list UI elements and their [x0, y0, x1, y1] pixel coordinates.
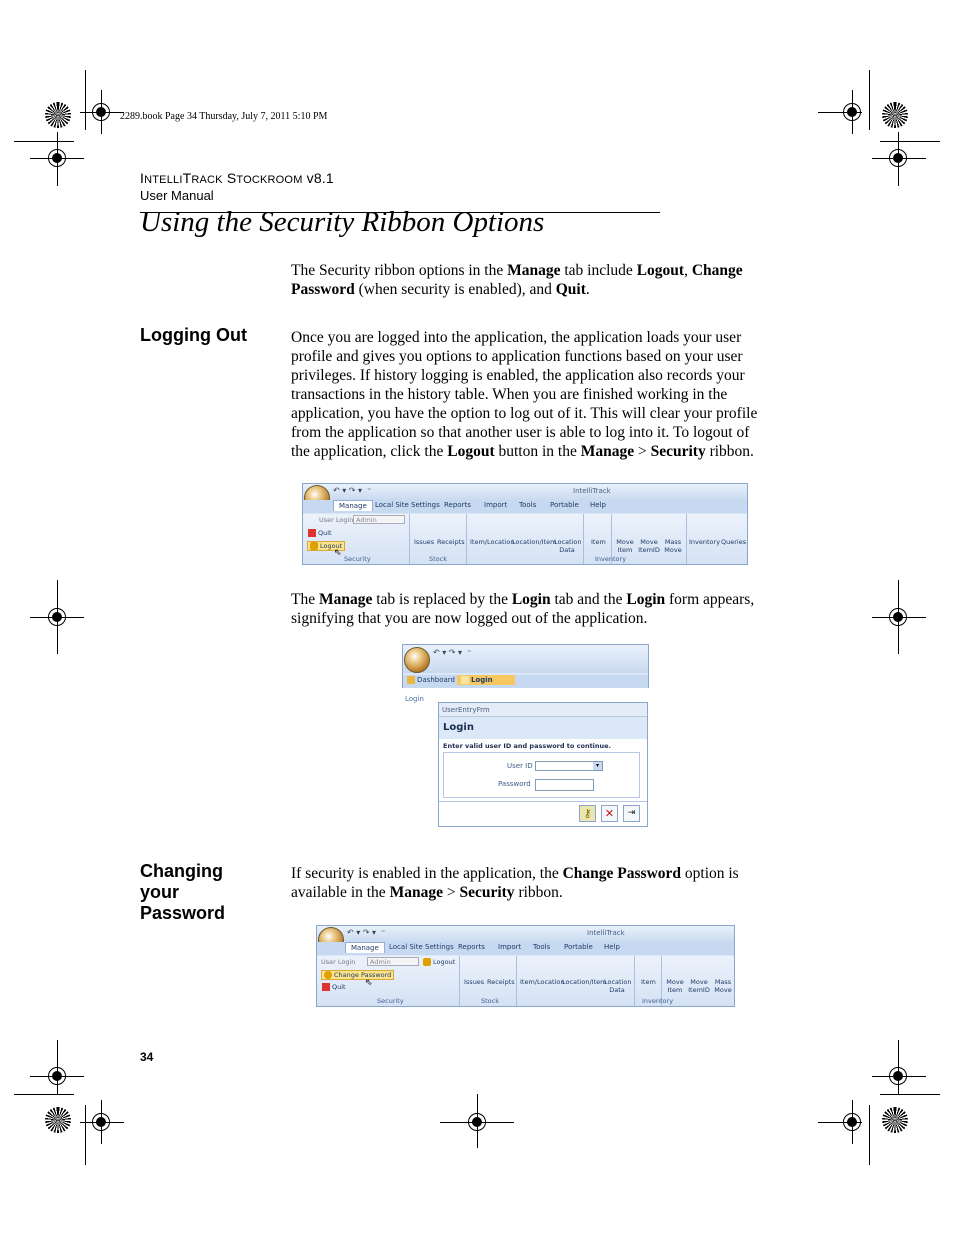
cmd-mass-move[interactable]: Mass Move [714, 978, 732, 994]
user-login-select[interactable]: Admin [367, 957, 419, 966]
dashboard-icon [407, 676, 415, 684]
section-title: Using the Security Ribbon Options [140, 206, 545, 238]
group-label-inventory: Inventory [642, 997, 674, 1005]
tab-help[interactable]: Help [604, 943, 620, 951]
cmd-item[interactable]: Item [641, 978, 656, 986]
form-title: Login [443, 722, 474, 733]
office-orb-icon[interactable] [404, 647, 430, 673]
star-target-mark [882, 1107, 908, 1133]
logging-out-paragraph: Once you are logged into the application, the application loads your user profile and gives you options to application functions based on your user privileges. If history logging is enabled, the application also records your transactions in the history table. When you are finished working in the application, you have the option to log out of it. This will clear your profile from the application so that another user is able to log into it. To logout of the application, click the Logout button in the Manage > Security ribbon. [291, 329, 758, 460]
user-login-label: User Login [319, 516, 354, 524]
login-key-button[interactable] [579, 805, 596, 822]
quit-icon [308, 529, 316, 537]
tab-login[interactable] [457, 675, 515, 685]
login-ribbon [402, 644, 649, 688]
tab-reports[interactable]: Reports [458, 943, 485, 951]
title-smallcaps: TOCKROOM [236, 174, 303, 186]
nav-login-label: Login [405, 695, 424, 703]
tab-reports[interactable]: Reports [444, 501, 471, 509]
undo-redo-icons: ↶ ▾ ↷ ▾ ⁼ [347, 928, 386, 937]
quick-access-toolbar [317, 926, 734, 942]
group-label-inventory: Inventory [595, 555, 627, 563]
user-id-select[interactable] [535, 761, 603, 771]
cmd-receipts[interactable]: Receipts [487, 978, 515, 986]
cmd-item-location[interactable]: Item/Location [470, 538, 515, 546]
password-label: Password [498, 780, 531, 788]
tab-dashboard-label: Dashboard [417, 676, 455, 684]
undo-redo-icons: ↶ ▾ ↷ ▾ ⁼ [333, 486, 372, 495]
chevron-down-icon: ▾ [593, 762, 602, 770]
running-subtitle: User Manual [140, 188, 214, 203]
change-password-label: Change Password [334, 971, 392, 979]
print-slug: 2289.book Page 34 Thursday, July 7, 2011 5:10 PM [120, 111, 328, 122]
user-login-select[interactable]: Admin [353, 515, 405, 524]
login-tab-icon [461, 676, 469, 684]
star-target-mark [45, 1107, 71, 1133]
group-label-stock: Stock [429, 555, 447, 563]
logout-result-paragraph: The Manage tab is replaced by the Login tab and the Login form appears, signifying that you are now logged out of the application. [291, 591, 755, 627]
quit-icon [322, 983, 330, 991]
ribbon-band [317, 956, 734, 1006]
cmd-issues[interactable]: Issues [464, 978, 485, 986]
undo-redo-icons: ↶ ▾ ↷ ▾ ⁼ [433, 648, 472, 657]
tab-login-label: Login [471, 676, 493, 684]
cmd-move-itemid[interactable]: Move ItemID [638, 538, 660, 554]
ribbon-band [303, 514, 747, 564]
login-form-screenshot [402, 644, 649, 828]
tab-import[interactable]: Import [484, 501, 508, 509]
tab-portable[interactable]: Portable [550, 501, 579, 509]
cmd-location-item[interactable]: Location/Item [512, 538, 557, 546]
changing-password-paragraph: If security is enabled in the application, the Change Password option is available in the Manage > Security ribbon. [291, 865, 739, 901]
cmd-queries[interactable]: Queries [721, 538, 747, 546]
tab-dashboard[interactable] [407, 676, 455, 684]
tab-import[interactable]: Import [498, 943, 522, 951]
group-label-stock: Stock [481, 997, 499, 1005]
ribbon-screenshot-logout [302, 483, 748, 565]
logging-out-heading: Logging Out [140, 325, 247, 345]
cmd-item-location[interactable]: Item/Location [520, 978, 565, 986]
star-target-mark [882, 102, 908, 128]
heading-line: Password [140, 903, 226, 923]
ribbon-tabs [317, 942, 734, 955]
key-icon: ⚷ [583, 807, 592, 820]
exit-door-icon: ⇥ [627, 808, 636, 818]
title-smallcaps: RACK [191, 174, 223, 186]
title-cap: S [222, 170, 237, 186]
close-icon: ✕ [604, 807, 615, 820]
title-version: v8.1 [302, 170, 334, 186]
lock-icon [423, 958, 431, 966]
group-label-security: Security [377, 997, 404, 1005]
lock-icon [310, 542, 318, 550]
quit-label: Quit [332, 983, 346, 991]
app-title: IntelliTrack [587, 929, 625, 937]
cmd-issues[interactable]: Issues [414, 538, 435, 546]
mouse-cursor-icon: ⇖ [365, 978, 373, 988]
tab-manage[interactable]: Manage [333, 500, 373, 511]
tab-tools[interactable]: Tools [519, 501, 537, 509]
cmd-mass-move[interactable]: Mass Move [664, 538, 682, 554]
cmd-item[interactable]: Item [591, 538, 606, 546]
tab-local-site-settings[interactable]: Local Site Settings [389, 943, 454, 951]
login-instruction: Enter valid user ID and password to continue. [443, 742, 612, 750]
quit-button[interactable] [322, 983, 346, 991]
running-title [140, 170, 334, 186]
quit-label: Quit [318, 529, 332, 537]
changing-password-heading [140, 861, 270, 924]
title-cap: T [182, 170, 192, 186]
logout-label: Logout [433, 958, 456, 966]
title-smallcaps: NTELLI [144, 174, 183, 186]
cmd-location-item[interactable]: Location/Item [562, 978, 607, 986]
tab-help[interactable]: Help [590, 501, 606, 509]
heading-line: your [140, 882, 180, 902]
tab-tools[interactable]: Tools [533, 943, 551, 951]
cmd-inventory[interactable]: Inventory [689, 538, 721, 546]
tab-portable[interactable]: Portable [564, 943, 593, 951]
key-icon [324, 971, 332, 979]
star-target-mark [45, 102, 71, 128]
quick-access-toolbar [303, 484, 747, 500]
exit-button[interactable] [623, 805, 640, 822]
quick-access-toolbar [403, 645, 648, 673]
intro-paragraph: The Security ribbon options in the Manage tab include Logout, Change Password (when security is enabled), and Quit. [291, 262, 743, 298]
change-password-button[interactable] [321, 970, 394, 980]
tab-manage[interactable]: Manage [345, 942, 385, 953]
cancel-button[interactable] [601, 805, 618, 822]
mouse-cursor-icon: ⇖ [334, 548, 342, 558]
credentials-frame [443, 752, 640, 798]
window-title: UserEntryFrm [442, 706, 490, 714]
app-title: IntelliTrack [573, 487, 611, 495]
ribbon-tabs [303, 500, 747, 513]
page-number: 34 [140, 1050, 154, 1064]
cmd-receipts[interactable]: Receipts [437, 538, 465, 546]
cmd-location-data[interactable]: Location Data [554, 538, 582, 554]
user-id-label: User ID [507, 762, 533, 770]
title-cap: I [140, 170, 145, 186]
login-form-window [438, 702, 648, 827]
password-input[interactable] [535, 779, 594, 791]
cmd-location-data[interactable]: Location Data [604, 978, 632, 994]
heading-line: Changing [140, 861, 223, 881]
cmd-move-itemid[interactable]: Move ItemID [688, 978, 710, 994]
cmd-move-item[interactable]: Move Item [666, 978, 684, 994]
cmd-move-item[interactable]: Move Item [616, 538, 634, 554]
quit-button[interactable] [308, 529, 332, 537]
user-login-label: User Login [321, 958, 356, 966]
logout-button[interactable] [423, 958, 455, 966]
group-label-security: Security [344, 555, 371, 563]
logout-label: Logout [320, 542, 343, 550]
ribbon-screenshot-change-password [316, 925, 735, 1007]
tab-local-site-settings[interactable]: Local Site Settings [375, 501, 440, 509]
